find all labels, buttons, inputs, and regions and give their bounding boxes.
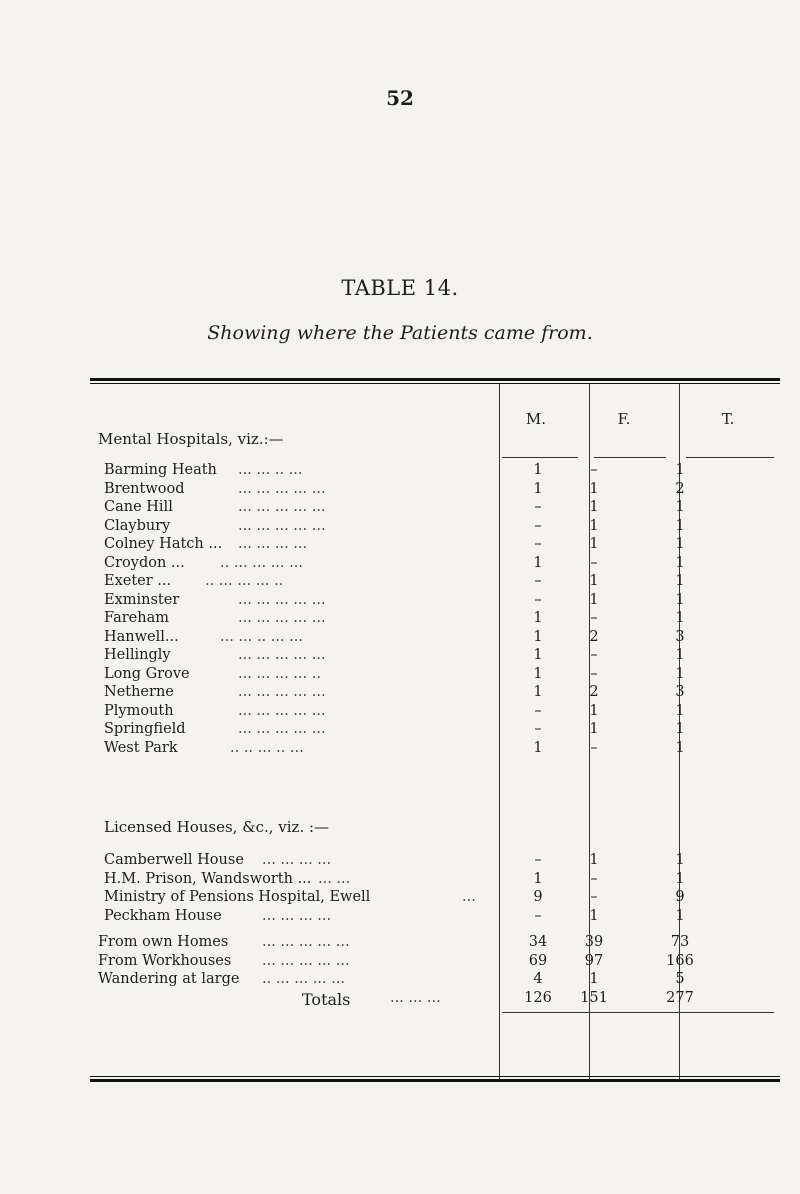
header-underline [502, 457, 578, 458]
value-f: 1 [589, 536, 599, 552]
value-f: – [590, 870, 598, 887]
table-row [0, 629, 800, 647]
value-t: 1 [675, 499, 685, 515]
page-number: 52 [386, 86, 414, 110]
value-m: – [534, 499, 542, 515]
row-label: Peckham House [104, 907, 222, 924]
row-label: West Park [104, 739, 178, 756]
leader-dots: ... ... ... ... .. [238, 665, 321, 682]
leader-dots: ... ... ... ... [262, 852, 332, 868]
value-f: 151 [580, 990, 608, 1006]
row-label: Exminster [104, 591, 180, 608]
value-f: 1 [589, 702, 599, 719]
value-f: – [590, 462, 598, 478]
value-t: 9 [675, 889, 685, 905]
value-t: 1 [675, 665, 685, 682]
table-row [0, 953, 800, 971]
table-title: TABLE 14. [341, 276, 459, 300]
table-row [0, 889, 800, 907]
row-label: Ministry of Pensions Hospital, Ewell [104, 889, 371, 905]
value-t: 3 [675, 684, 685, 700]
row-label: H.M. Prison, Wandsworth ... [104, 870, 312, 887]
table-row [0, 573, 800, 591]
row-label: From own Homes [98, 934, 229, 950]
value-f: – [590, 647, 598, 663]
leader-dots: ... [462, 889, 476, 905]
row-label: Colney Hatch ... [104, 536, 223, 552]
totals-rule [502, 1012, 774, 1013]
table-row [0, 610, 800, 628]
leader-dots: .. .. ... .. ... [230, 739, 304, 756]
value-f: 1 [589, 721, 599, 737]
row-label: Hellingly [104, 647, 171, 663]
value-m: 1 [533, 610, 543, 626]
leader-dots: ... ... ... ... ... [238, 480, 326, 497]
table-row [0, 499, 800, 517]
value-t: 1 [675, 517, 685, 534]
value-f: – [590, 610, 598, 626]
table-row [0, 852, 800, 870]
value-m: 1 [533, 554, 543, 571]
value-t: 1 [675, 702, 685, 719]
table-row [0, 462, 800, 480]
table-row [0, 934, 800, 952]
leader-dots: ... ... ... ... ... [238, 647, 326, 663]
value-t: 1 [675, 721, 685, 737]
value-m: – [534, 591, 542, 608]
leader-dots: ... ... ... ... ... [262, 952, 350, 969]
table-row [0, 481, 800, 499]
leader-dots: ... ... ... ... ... [238, 591, 326, 608]
value-m: 1 [533, 462, 543, 478]
value-m: 1 [533, 739, 543, 756]
value-t: 166 [666, 952, 694, 969]
value-t: 1 [675, 739, 685, 756]
value-t: 1 [675, 647, 685, 663]
leader-dots: ... ... .. ... [238, 462, 303, 478]
value-t: 277 [666, 990, 694, 1006]
leader-dots: ... ... ... [390, 990, 441, 1006]
value-m: 1 [533, 684, 543, 700]
section-heading-licensed-houses: Licensed Houses, &c., viz. :— [104, 818, 330, 836]
value-f: 1 [589, 852, 599, 868]
row-label: From Workhouses [98, 952, 232, 969]
leader-dots: .. ... ... ... .. [205, 573, 284, 589]
value-m: 34 [528, 934, 548, 950]
leader-dots: ... ... ... ... ... [238, 702, 326, 719]
value-t: 5 [675, 971, 685, 987]
value-t: 1 [675, 852, 685, 868]
row-label: Totals [302, 990, 351, 1009]
value-m: 1 [533, 480, 543, 497]
value-f: 2 [589, 628, 599, 645]
leader-dots: ... ... ... ... [262, 907, 332, 924]
value-f: – [590, 665, 598, 682]
row-label: Hanwell... [104, 628, 179, 645]
leader-dots: ... ... ... ... ... [238, 499, 326, 515]
value-m: – [534, 721, 542, 737]
totals-row [0, 990, 800, 1008]
row-label: Claybury [104, 517, 171, 534]
table-row [0, 555, 800, 573]
value-f: 97 [584, 952, 604, 969]
table-row [0, 908, 800, 926]
value-m: 1 [533, 665, 543, 682]
value-t: 1 [675, 610, 685, 626]
table-row [0, 647, 800, 665]
value-f: – [590, 554, 598, 571]
row-label: Camberwell House [104, 852, 244, 868]
row-label: Barming Heath [104, 462, 217, 478]
leader-dots: .. ... ... ... ... [262, 971, 345, 987]
value-m: 4 [533, 971, 543, 987]
table-row [0, 684, 800, 702]
leader-dots: ... ... ... ... ... [238, 684, 326, 700]
value-f: – [590, 889, 598, 905]
row-label: Fareham [104, 610, 169, 626]
header-underline [686, 457, 774, 458]
value-m: 9 [533, 889, 543, 905]
leader-dots: ... ... ... ... ... [262, 934, 350, 950]
value-m: 1 [533, 647, 543, 663]
section-heading-mental-hospitals: Mental Hospitals, viz.:— [98, 430, 284, 448]
top-rule [90, 378, 780, 384]
leader-dots: ... ... ... ... ... [238, 610, 326, 626]
value-m: 126 [524, 990, 552, 1006]
value-t: 1 [675, 591, 685, 608]
value-f: 1 [589, 517, 599, 534]
value-t: 1 [675, 554, 685, 571]
table-subtitle: Showing where the Patients came from. [207, 322, 593, 344]
leader-dots: ... ... .. ... ... [220, 628, 303, 645]
value-t: 1 [675, 870, 685, 887]
value-t: 73 [670, 934, 690, 950]
value-t: 1 [675, 536, 685, 552]
table-row [0, 536, 800, 554]
value-m: – [534, 907, 542, 924]
value-f: 1 [589, 591, 599, 608]
column-header-m: M. [525, 410, 547, 428]
table-row [0, 721, 800, 739]
leader-dots: ... ... [318, 870, 351, 887]
value-m: 69 [528, 952, 548, 969]
value-m: – [534, 852, 542, 868]
row-label: Long Grove [104, 665, 190, 682]
table-row [0, 518, 800, 536]
value-t: 1 [675, 573, 685, 589]
bottom-rule [90, 1076, 780, 1082]
value-f: 1 [589, 499, 599, 515]
row-label: Netherne [104, 684, 174, 700]
value-f: 1 [589, 907, 599, 924]
value-f: – [590, 739, 598, 756]
table-row [0, 592, 800, 610]
value-t: 3 [675, 628, 685, 645]
value-f: 1 [589, 971, 599, 987]
value-m: – [534, 517, 542, 534]
value-m: – [534, 702, 542, 719]
row-label: Brentwood [104, 480, 185, 497]
leader-dots: ... ... ... ... ... [238, 721, 326, 737]
leader-dots: .. ... ... ... ... [220, 554, 303, 571]
row-label: Cane Hill [104, 499, 173, 515]
column-header-f: F. [617, 410, 631, 428]
table-row [0, 740, 800, 758]
row-label: Plymouth [104, 702, 174, 719]
value-m: – [534, 536, 542, 552]
value-m: – [534, 573, 542, 589]
row-label: Springfield [104, 721, 186, 737]
value-m: 1 [533, 628, 543, 645]
table-row [0, 666, 800, 684]
column-header-t: T. [721, 410, 735, 428]
value-t: 1 [675, 462, 685, 478]
value-m: 1 [533, 870, 543, 887]
table-row [0, 871, 800, 889]
row-label: Exeter ... [104, 573, 172, 589]
value-f: 1 [589, 480, 599, 497]
table-row [0, 703, 800, 721]
value-t: 2 [675, 480, 685, 497]
value-f: 1 [589, 573, 599, 589]
value-t: 1 [675, 907, 685, 924]
leader-dots: ... ... ... ... ... [238, 517, 326, 534]
row-label: Wandering at large [98, 971, 240, 987]
value-f: 39 [584, 934, 604, 950]
value-f: 2 [589, 684, 599, 700]
row-label: Croydon ... [104, 554, 185, 571]
leader-dots: ... ... ... ... [238, 536, 308, 552]
header-underline [594, 457, 666, 458]
table-row [0, 971, 800, 989]
